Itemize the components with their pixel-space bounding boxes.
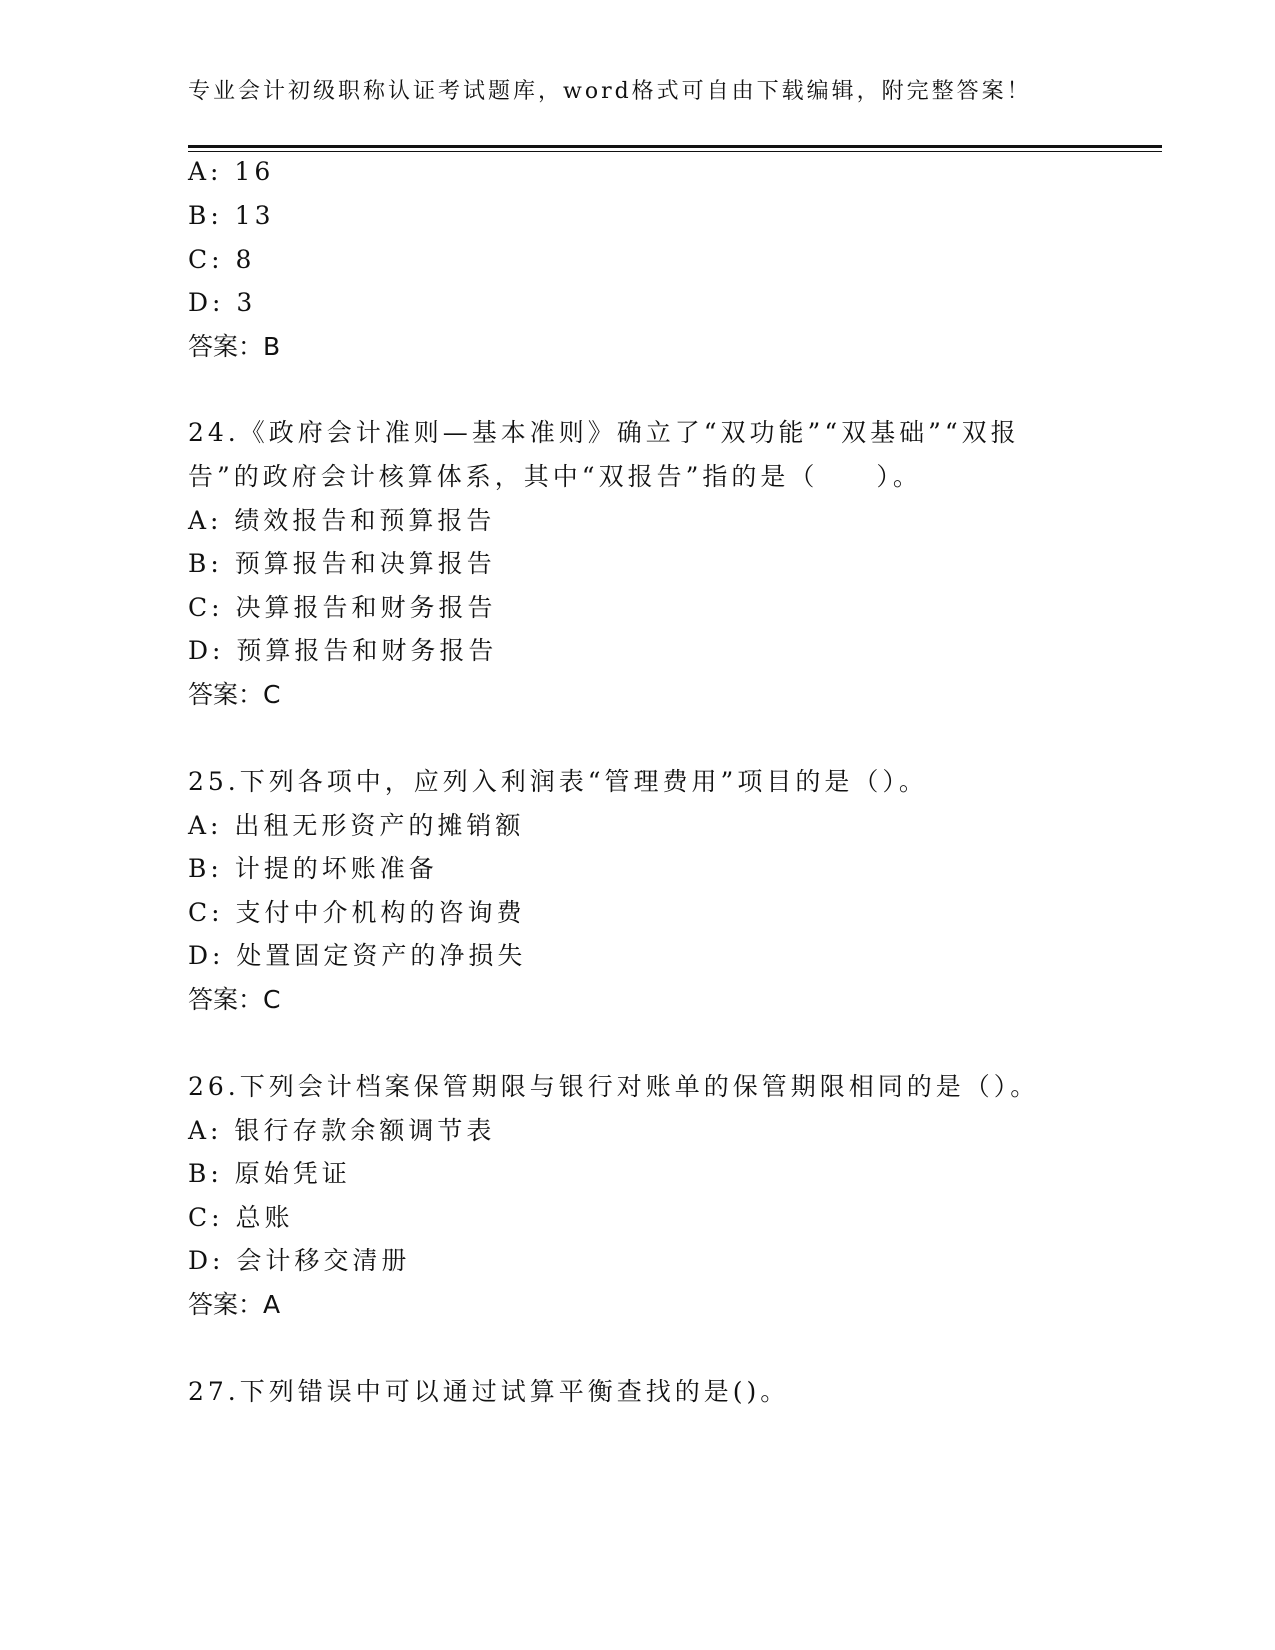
q26-option-c: C: 总账	[188, 1203, 294, 1232]
q26-option-a: A: 银行存款余额调节表	[188, 1116, 496, 1145]
q23-option-d: D: 3	[188, 288, 257, 317]
q24-answer: 答案：C	[188, 680, 281, 709]
q25-option-c: C: 支付中介机构的咨询费	[188, 898, 526, 927]
q25-answer: 答案：C	[188, 985, 281, 1014]
q26-answer: 答案：A	[188, 1290, 281, 1319]
header-rule-thick	[188, 145, 1162, 148]
q24-option-c: C: 决算报告和财务报告	[188, 593, 497, 622]
header-rule-thin	[188, 151, 1162, 152]
q24-option-a: A: 绩效报告和预算报告	[188, 506, 496, 535]
q26-option-b: B: 原始凭证	[188, 1159, 351, 1188]
q24-stem-line2: 告”的政府会计核算体系，其中“双报告”指的是（ ）。	[188, 462, 922, 491]
q23-option-b: B: 13	[188, 201, 275, 230]
q25-option-a: A: 出租无形资产的摊销额	[188, 811, 525, 840]
q26-option-d: D: 会计移交清册	[188, 1246, 411, 1275]
q23-option-a: A: 16	[188, 157, 275, 186]
q23-answer: 答案：B	[188, 332, 281, 361]
q25-option-d: D: 处置固定资产的净损失	[188, 941, 527, 970]
q26-stem: 26.下列会计档案保管期限与银行对账单的保管期限相同的是（）。	[188, 1072, 1040, 1101]
q24-option-d: D: 预算报告和财务报告	[188, 636, 498, 665]
q27-stem: 27.下列错误中可以通过试算平衡查找的是()。	[188, 1377, 790, 1406]
page-header: 专业会计初级职称认证考试题库，word格式可自由下载编辑，附完整答案！	[188, 79, 1032, 104]
q23-option-c: C: 8	[188, 245, 256, 274]
q25-stem: 25.下列各项中，应列入利润表“管理费用”项目的是（）。	[188, 767, 928, 796]
q24-option-b: B: 预算报告和决算报告	[188, 549, 496, 578]
q24-stem-line1: 24.《政府会计准则—基本准则》确立了“双功能”“双基础”“双报	[188, 418, 1020, 447]
q25-option-b: B: 计提的坏账准备	[188, 854, 438, 883]
